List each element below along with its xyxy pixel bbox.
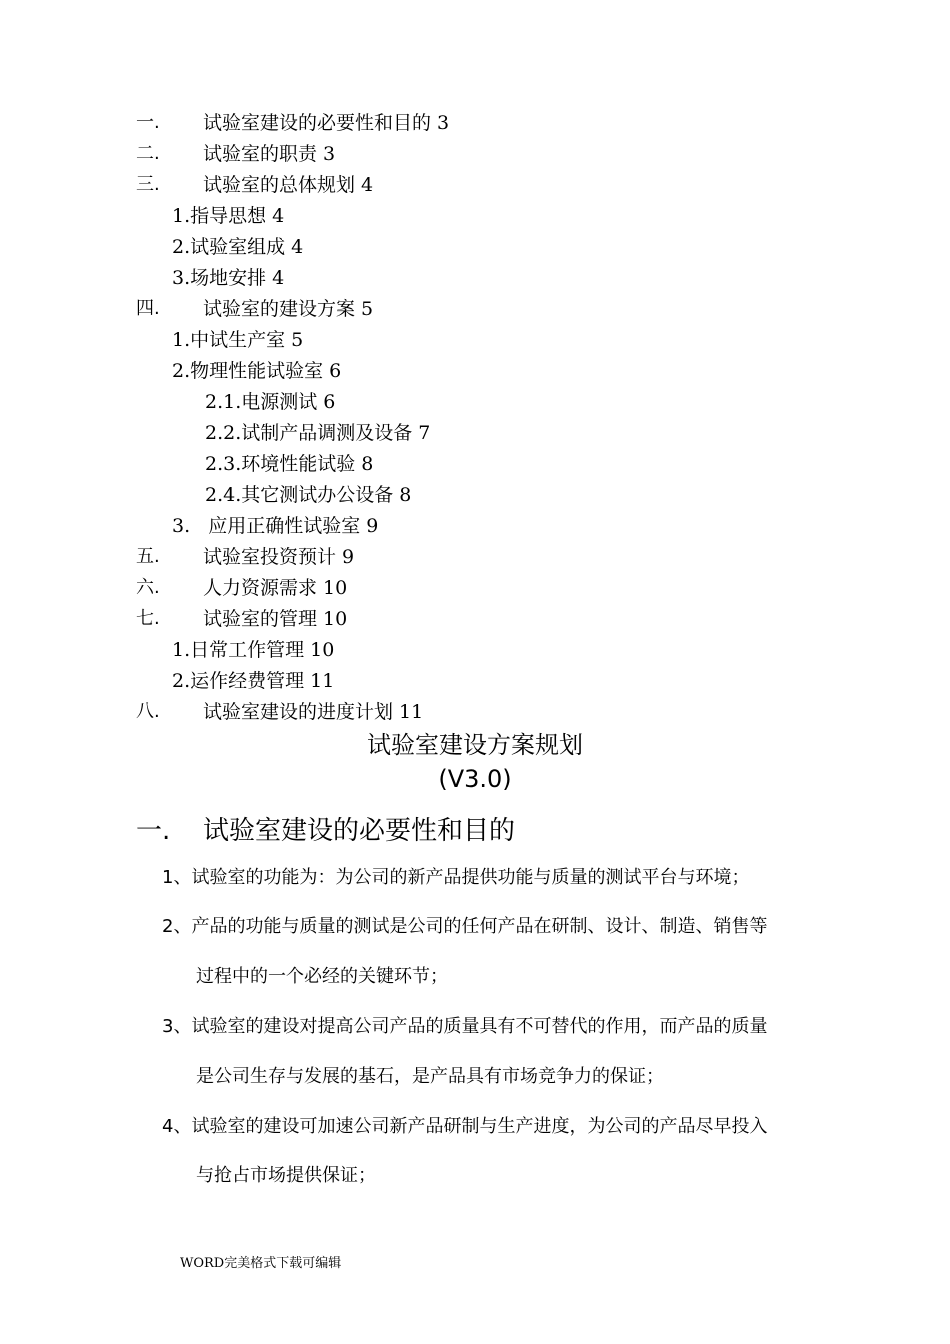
paragraph-line: 过程中的一个必经的关键环节； [196, 966, 448, 987]
toc-text: 2.2.试制产品调测及设备 7 [205, 422, 431, 444]
paragraph-line: 是公司生存与发展的基石，是产品具有市场竞争力的保证； [196, 1066, 664, 1087]
section-number: 一. [136, 816, 171, 846]
page-footer: WORD完美格式下载可编辑 [180, 1256, 342, 1271]
toc-text: 2.1.电源测试 6 [205, 391, 336, 413]
toc-text: 1.中试生产室 5 [172, 329, 304, 351]
toc-number: 二. [136, 143, 160, 164]
toc-number: 八. [136, 701, 160, 722]
toc-number: 六. [136, 577, 160, 598]
toc-number: 五. [136, 546, 160, 567]
toc-text: 试验室建设的必要性和目的 3 [203, 112, 450, 134]
toc-text: 试验室的职责 3 [203, 143, 336, 165]
toc-text: 试验室的管理 10 [203, 608, 348, 630]
toc-text: 试验室投资预计 9 [203, 546, 355, 568]
toc-text: 3. 应用正确性试验室 9 [172, 515, 379, 537]
toc-text: 3.场地安排 4 [172, 267, 285, 289]
toc-text: 1.日常工作管理 10 [172, 639, 335, 661]
toc-text: 2.3.环境性能试验 8 [205, 453, 374, 475]
toc-text: 2.试验室组成 4 [172, 236, 304, 258]
paragraph-line: 3、试验室的建设对提高公司产品的质量具有不可替代的作用，而产品的质量 [162, 1016, 768, 1037]
toc-number: 三. [136, 174, 160, 195]
paragraph-line: 与抢占市场提供保证； [196, 1165, 376, 1186]
toc-number: 四. [136, 298, 160, 319]
toc-text: 试验室的总体规划 4 [203, 174, 374, 196]
toc-text: 人力资源需求 10 [203, 577, 348, 599]
toc-text: 2.4.其它测试办公设备 8 [205, 484, 412, 506]
section-title: 试验室建设的必要性和目的 [203, 816, 516, 846]
paragraph-line: 1、试验室的功能为：为公司的新产品提供功能与质量的测试平台与环境； [162, 867, 750, 888]
paragraph-line: 2、产品的功能与质量的测试是公司的任何产品在研制、设计、制造、销售等 [162, 916, 768, 937]
toc-text: 1.指导思想 4 [172, 205, 285, 227]
toc-text: 2.运作经费管理 11 [172, 670, 335, 692]
toc-text: 试验室建设的进度计划 11 [203, 701, 424, 723]
document-version: (V3.0) [438, 765, 512, 793]
toc-number: 一. [136, 112, 160, 133]
toc-text: 试验室的建设方案 5 [203, 298, 374, 320]
document-title: 试验室建设方案规划 [367, 731, 583, 759]
paragraph-line: 4、试验室的建设可加速公司新产品研制与生产进度，为公司的产品尽早投入 [162, 1116, 768, 1137]
toc-text: 2.物理性能试验室 6 [172, 360, 342, 382]
toc-number: 七. [136, 608, 160, 629]
